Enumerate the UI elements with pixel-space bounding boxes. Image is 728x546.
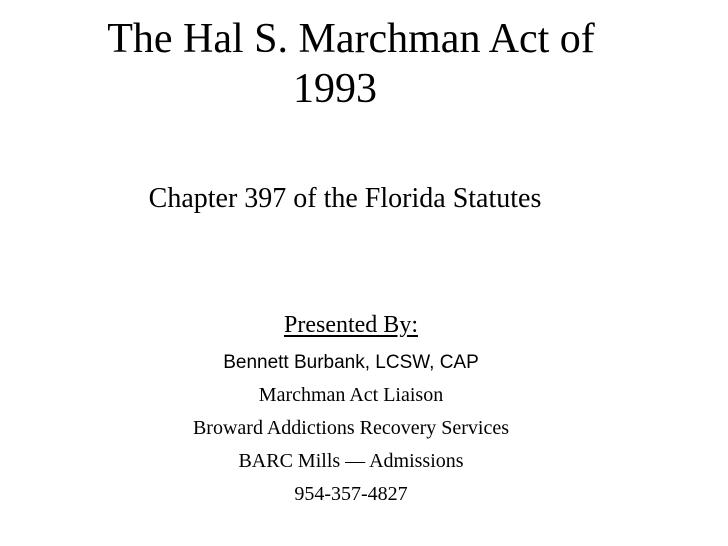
title-line-1: The Hal S. Marchman Act of — [107, 16, 595, 62]
presenter-name: Bennett Burbank, LCSW, CAP — [223, 352, 479, 373]
facility-name: BARC Mills — Admissions — [238, 450, 464, 472]
slide-title — [0, 14, 728, 114]
phone-number: 954-357-4827 — [294, 483, 408, 505]
slide-subtitle: Chapter 397 of the Florida Statutes — [148, 183, 542, 214]
presenter-role: Marchman Act Liaison — [258, 384, 444, 406]
title-line-2: 1993 — [293, 66, 377, 112]
presented-by-heading: Presented By: — [284, 312, 418, 338]
organization-name: Broward Addictions Recovery Services — [192, 417, 510, 439]
presenter-block — [0, 310, 728, 511]
